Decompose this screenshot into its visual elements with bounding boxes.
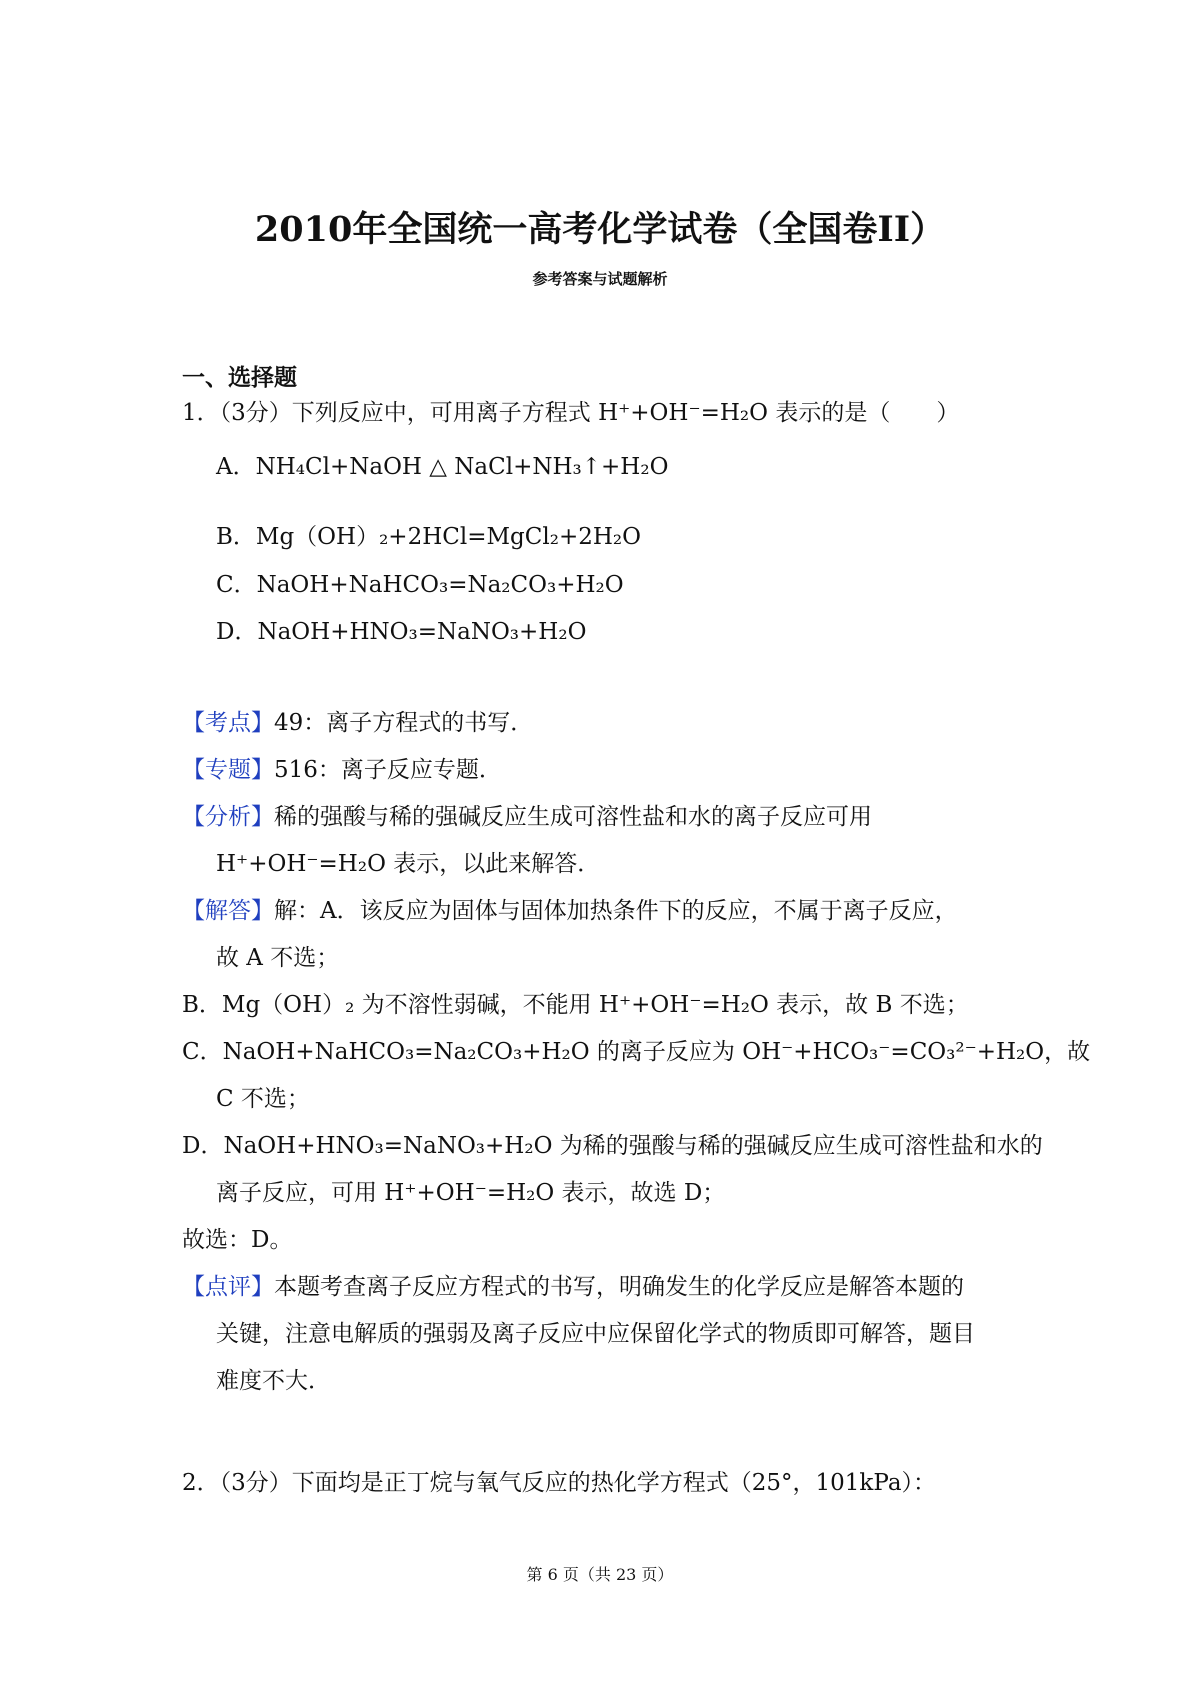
tag-jieda: 【解答】: [182, 898, 274, 924]
page-title: 2010年全国统一高考化学试卷（全国卷II）: [254, 209, 946, 250]
q1-option-c: C．NaOH+NaHCO₃=Na₂CO₃+H₂O: [216, 572, 624, 598]
jieda-c-1: C．NaOH+NaHCO₃=Na₂CO₃+H₂O 的离子反应为 OH⁻+HCO₃⁻=CO₃²⁻+H₂O，故: [182, 1039, 1091, 1065]
dianping-text-1: 本题考查离子反应方程式的书写，明确发生的化学反应是解答本题的: [274, 1274, 964, 1300]
jieda-row: [182, 896, 958, 926]
zhuanti-text: 516：离子反应专题．: [274, 757, 502, 783]
dianping-row: [182, 1272, 964, 1302]
q1-stem: 1．（3分）下列反应中，可用离子方程式 H⁺+OH⁻=H₂O 表示的是（ ）: [182, 400, 960, 426]
q1-option-a: [216, 452, 668, 482]
zhuanti-row: [182, 755, 502, 785]
kaodian-text: 49：离子方程式的书写．: [274, 710, 534, 736]
tag-kaodian: 【考点】: [182, 710, 274, 736]
tag-dianping: 【点评】: [182, 1274, 274, 1300]
jieda-b: B．Mg（OH）₂ 为不溶性弱碱，不能用 H⁺+OH⁻=H₂O 表示，故 B 不选；: [182, 992, 969, 1018]
fenxi-row: [182, 802, 872, 832]
kaodian-row: [182, 708, 533, 738]
jieda-text-1: 解：A．该反应为固体与固体加热条件下的反应，不属于离子反应，: [274, 898, 958, 924]
dianping-text-3: 难度不大．: [216, 1368, 331, 1394]
q1-option-b: B．Mg（OH）₂+2HCl=MgCl₂+2H₂O: [216, 524, 641, 550]
jieda-d-1: D．NaOH+HNO₃=NaNO₃+H₂O 为稀的强酸与稀的强碱反应生成可溶性盐和水的: [182, 1133, 1043, 1159]
jieda-c-2: C 不选；: [216, 1086, 310, 1112]
page-subtitle: 参考答案与试题解析: [532, 270, 668, 288]
fenxi-text-1: 稀的强酸与稀的强碱反应生成可溶性盐和水的离子反应可用: [274, 804, 872, 830]
tag-zhuanti: 【专题】: [182, 757, 274, 783]
jieda-text-2: 故 A 不选；: [216, 945, 340, 971]
tag-fenxi: 【分析】: [182, 804, 274, 830]
dianping-text-2: 关键，注意电解质的强弱及离子反应中应保留化学式的物质即可解答，题目: [216, 1321, 975, 1347]
page-footer: 第 6 页（共 23 页）: [526, 1565, 674, 1584]
section-heading: 一、选择题: [182, 364, 297, 391]
jieda-d-2: 离子反应，可用 H⁺+OH⁻=H₂O 表示，故选 D；: [216, 1180, 726, 1206]
answer-line: 故选：D。: [182, 1227, 293, 1253]
fenxi-text-2: H⁺+OH⁻=H₂O 表示，以此来解答．: [216, 851, 601, 877]
q1-option-d: D．NaOH+HNO₃=NaNO₃+H₂O: [216, 619, 587, 645]
q1-option-a-text: A．NH₄Cl+NaOH △ NaCl+NH₃↑+H₂O: [216, 454, 669, 480]
q2-stem: 2．（3分）下面均是正丁烷与氧气反应的热化学方程式（25°，101kPa）：: [182, 1470, 937, 1496]
